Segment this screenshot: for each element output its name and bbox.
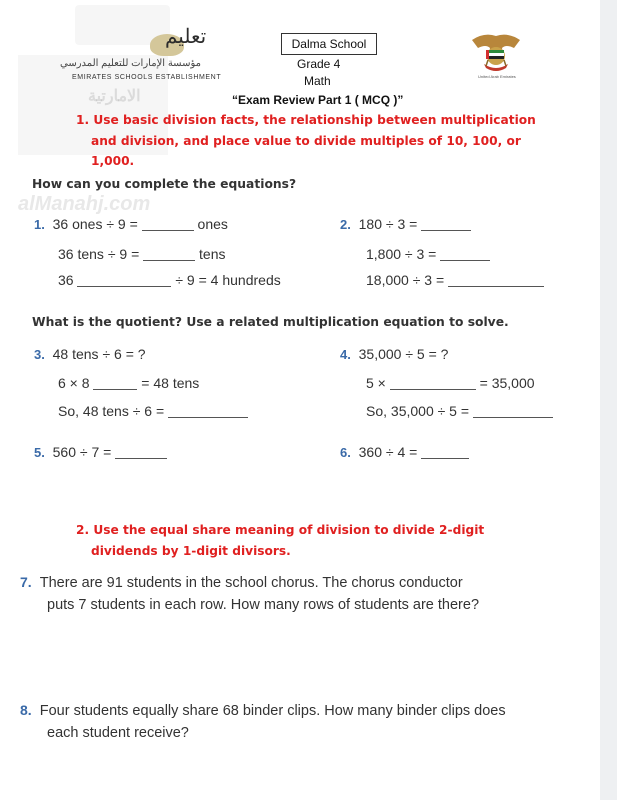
answer-blank[interactable] [421, 230, 471, 231]
question-text: each student receive? [47, 725, 189, 741]
question-2-line-1 [340, 216, 471, 232]
answer-blank[interactable] [421, 458, 469, 459]
ministry-logo [60, 14, 260, 84]
equation-text: 48 tens ÷ 6 = ? [52, 346, 146, 362]
answer-blank[interactable] [142, 230, 194, 231]
question-1-line-1 [34, 216, 228, 232]
question-4-line-3 [366, 403, 553, 419]
watermark-arabic: الامارتية [88, 88, 141, 105]
objective-1-line-1: 1. Use basic division facts, the relationship between multiplication [76, 113, 536, 127]
answer-blank[interactable] [143, 260, 195, 261]
exam-title: “Exam Review Part 1 ( MCQ )” [232, 93, 404, 107]
logo-arabic-text: مؤسسة الإمارات للتعليم المدرسي [60, 58, 202, 69]
equation-text: 560 ÷ 7 = [52, 444, 116, 460]
question-4-line-1 [340, 346, 448, 362]
page-margin-band [600, 0, 617, 800]
objective-1-line-3: 1,000. [91, 154, 135, 168]
question-8 [20, 699, 506, 744]
question-number: 8. [20, 702, 32, 718]
answer-blank[interactable] [93, 389, 137, 390]
equation-text: = 48 tens [137, 375, 200, 391]
question-7 [20, 571, 479, 616]
school-name: Dalma School [281, 33, 377, 55]
equation-text: 6 × 8 [58, 375, 94, 391]
equation-text: 36 [58, 272, 78, 288]
logo-word: تعليم [165, 24, 207, 48]
equation-text: 1,800 ÷ 3 = [366, 246, 441, 262]
answer-blank[interactable] [115, 458, 167, 459]
equation-text: 36 ones ÷ 9 = [52, 216, 142, 232]
equation-text: 35,000 ÷ 5 = ? [358, 346, 449, 362]
grade-label: Grade 4 [297, 57, 341, 71]
answer-blank[interactable] [168, 417, 248, 418]
question-2-line-3 [366, 272, 544, 288]
question-text: puts 7 students in each row. How many rows of students are there? [47, 597, 480, 613]
equation-text: 18,000 ÷ 3 = [366, 272, 449, 288]
question-number: 3. [34, 347, 45, 362]
answer-blank[interactable] [448, 286, 544, 287]
objective-1-line-2: and division, and place value to divide multiples of 10, 100, or [91, 134, 521, 148]
question-1-line-3 [58, 272, 281, 288]
answer-blank[interactable] [440, 260, 490, 261]
equation-text: 5 × [366, 375, 390, 391]
answer-blank[interactable] [390, 389, 476, 390]
answer-blank[interactable] [77, 286, 171, 287]
equation-text: So, 48 tens ÷ 6 = [58, 403, 169, 419]
watermark-site: alManahj.com [18, 193, 151, 215]
question-5 [34, 444, 167, 460]
objective-2-line-1: 2. Use the equal share meaning of division to divide 2-digit [76, 523, 485, 537]
objective-2-line-2: dividends by 1-digit divisors. [91, 544, 291, 558]
question-3-line-1 [34, 346, 146, 362]
question-4-line-2 [366, 375, 535, 391]
question-number: 7. [20, 574, 32, 590]
equation-text: tens [195, 246, 226, 262]
equation-text: So, 35,000 ÷ 5 = [366, 403, 473, 419]
equation-text: 180 ÷ 3 = [358, 216, 422, 232]
falcon-emblem-icon [464, 30, 528, 80]
question-number: 1. [34, 217, 45, 232]
equation-text: 36 tens ÷ 9 = [58, 246, 144, 262]
question-number: 2. [340, 217, 351, 232]
equation-text: 360 ÷ 4 = [358, 444, 422, 460]
question-2-line-2 [366, 246, 490, 262]
question-6 [340, 444, 469, 460]
equation-text: ÷ 9 = 4 hundreds [171, 272, 281, 288]
question-number: 6. [340, 445, 351, 460]
question-text: There are 91 students in the school chorus. The chorus conductor [39, 575, 463, 591]
question-3-line-3 [58, 403, 248, 419]
equation-text: = 35,000 [475, 375, 535, 391]
question-1-line-2 [58, 246, 226, 262]
section-2-heading: What is the quotient? Use a related multiplication equation to solve. [32, 315, 509, 329]
section-1-heading: How can you complete the equations? [32, 177, 297, 191]
question-number: 5. [34, 445, 45, 460]
equation-text: ones [193, 216, 228, 232]
question-number: 4. [340, 347, 351, 362]
question-3-line-2 [58, 375, 199, 391]
uae-emblem [464, 30, 528, 80]
answer-blank[interactable] [473, 417, 553, 418]
logo-english-text: EMIRATES SCHOOLS ESTABLISHMENT [72, 74, 222, 81]
subject-label: Math [304, 74, 331, 88]
emblem-caption: United Arab Emirates [478, 74, 516, 79]
question-text: Four students equally share 68 binder clips. How many binder clips does [39, 703, 506, 719]
